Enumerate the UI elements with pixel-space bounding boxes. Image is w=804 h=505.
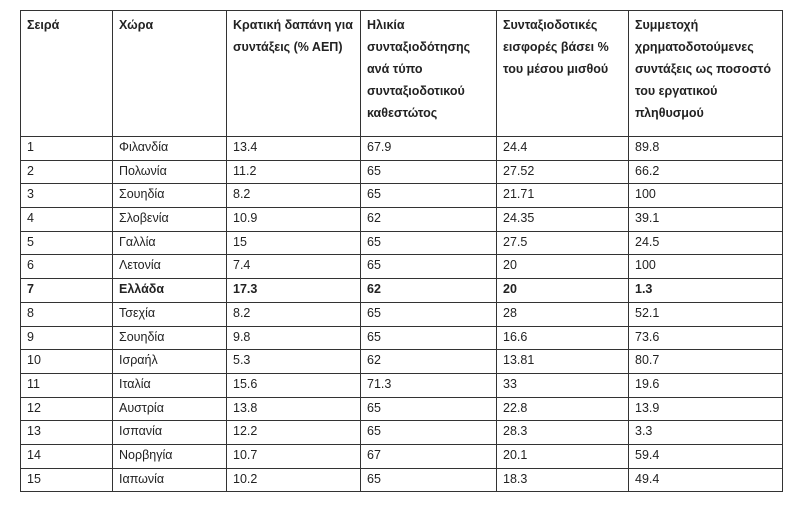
cell-rank: 7 [21, 279, 113, 303]
table-row [21, 302, 783, 326]
cell-rank: 15 [21, 468, 113, 492]
cell-funded-participation: 49.4 [629, 468, 783, 492]
cell-retirement-age: 65 [361, 231, 497, 255]
cell-contributions: 13.81 [497, 350, 629, 374]
cell-pension-spending: 10.7 [227, 444, 361, 468]
table-row [21, 208, 783, 232]
cell-funded-participation: 89.8 [629, 137, 783, 161]
cell-country: Πολωνία [113, 160, 227, 184]
cell-pension-spending: 12.2 [227, 421, 361, 445]
cell-rank: 9 [21, 326, 113, 350]
cell-funded-participation: 100 [629, 255, 783, 279]
cell-rank: 4 [21, 208, 113, 232]
header-retirement-age: Ηλικία συνταξιοδότησης ανά τύπο συνταξιοδοτικού καθεστώτος [361, 11, 497, 137]
cell-contributions: 33 [497, 373, 629, 397]
cell-rank: 14 [21, 444, 113, 468]
cell-contributions: 22.8 [497, 397, 629, 421]
cell-funded-participation: 59.4 [629, 444, 783, 468]
cell-pension-spending: 17.3 [227, 279, 361, 303]
cell-pension-spending: 15 [227, 231, 361, 255]
cell-pension-spending: 13.4 [227, 137, 361, 161]
cell-retirement-age: 65 [361, 160, 497, 184]
cell-contributions: 21.71 [497, 184, 629, 208]
table-row [21, 184, 783, 208]
cell-contributions: 24.35 [497, 208, 629, 232]
cell-retirement-age: 62 [361, 279, 497, 303]
cell-pension-spending: 15.6 [227, 373, 361, 397]
cell-funded-participation: 39.1 [629, 208, 783, 232]
table-row [21, 468, 783, 492]
cell-country: Φιλανδία [113, 137, 227, 161]
table-row [21, 137, 783, 161]
cell-funded-participation: 52.1 [629, 302, 783, 326]
cell-pension-spending: 7.4 [227, 255, 361, 279]
cell-retirement-age: 65 [361, 326, 497, 350]
header-rank: Σειρά [21, 11, 113, 137]
cell-funded-participation: 80.7 [629, 350, 783, 374]
cell-funded-participation: 13.9 [629, 397, 783, 421]
cell-rank: 13 [21, 421, 113, 445]
cell-contributions: 27.52 [497, 160, 629, 184]
cell-country: Ιαπωνία [113, 468, 227, 492]
cell-retirement-age: 67 [361, 444, 497, 468]
cell-contributions: 27.5 [497, 231, 629, 255]
cell-funded-participation: 3.3 [629, 421, 783, 445]
cell-retirement-age: 67.9 [361, 137, 497, 161]
header-funded-participation: Συμμετοχή χρηματοδοτούμενες συντάξεις ως ποσοστό του εργατικού πληθυσμού [629, 11, 783, 137]
cell-retirement-age: 62 [361, 208, 497, 232]
cell-contributions: 28 [497, 302, 629, 326]
table-row [21, 397, 783, 421]
cell-funded-participation: 1.3 [629, 279, 783, 303]
cell-rank: 5 [21, 231, 113, 255]
cell-country: Σλοβενία [113, 208, 227, 232]
cell-country: Ιταλία [113, 373, 227, 397]
cell-contributions: 24.4 [497, 137, 629, 161]
cell-pension-spending: 10.2 [227, 468, 361, 492]
cell-funded-participation: 24.5 [629, 231, 783, 255]
table-row [21, 231, 783, 255]
table-row [21, 444, 783, 468]
cell-pension-spending: 9.8 [227, 326, 361, 350]
cell-funded-participation: 66.2 [629, 160, 783, 184]
cell-country: Αυστρία [113, 397, 227, 421]
cell-pension-spending: 11.2 [227, 160, 361, 184]
table-row [21, 160, 783, 184]
cell-rank: 6 [21, 255, 113, 279]
cell-rank: 12 [21, 397, 113, 421]
cell-retirement-age: 65 [361, 255, 497, 279]
cell-funded-participation: 19.6 [629, 373, 783, 397]
cell-pension-spending: 10.9 [227, 208, 361, 232]
cell-rank: 11 [21, 373, 113, 397]
table-body [21, 137, 783, 492]
cell-country: Σουηδία [113, 326, 227, 350]
cell-funded-participation: 100 [629, 184, 783, 208]
cell-country: Τσεχία [113, 302, 227, 326]
cell-country: Γαλλία [113, 231, 227, 255]
cell-contributions: 18.3 [497, 468, 629, 492]
cell-country: Ισπανία [113, 421, 227, 445]
cell-rank: 10 [21, 350, 113, 374]
cell-retirement-age: 65 [361, 397, 497, 421]
cell-retirement-age: 65 [361, 421, 497, 445]
table-row [21, 350, 783, 374]
cell-rank: 8 [21, 302, 113, 326]
header-contributions: Συνταξιοδοτικές εισφορές βάσει % του μέσου μισθού [497, 11, 629, 137]
cell-retirement-age: 65 [361, 468, 497, 492]
table-row [21, 373, 783, 397]
cell-rank: 3 [21, 184, 113, 208]
cell-country: Λετονία [113, 255, 227, 279]
cell-contributions: 16.6 [497, 326, 629, 350]
cell-pension-spending: 8.2 [227, 302, 361, 326]
cell-contributions: 20 [497, 255, 629, 279]
cell-contributions: 20.1 [497, 444, 629, 468]
cell-retirement-age: 65 [361, 302, 497, 326]
cell-retirement-age: 62 [361, 350, 497, 374]
cell-pension-spending: 8.2 [227, 184, 361, 208]
cell-funded-participation: 73.6 [629, 326, 783, 350]
pension-comparison-table [20, 10, 783, 492]
table-row [21, 326, 783, 350]
cell-retirement-age: 65 [361, 184, 497, 208]
cell-contributions: 20 [497, 279, 629, 303]
cell-contributions: 28.3 [497, 421, 629, 445]
cell-country: Νορβηγία [113, 444, 227, 468]
pension-table-container [20, 10, 783, 492]
cell-pension-spending: 5.3 [227, 350, 361, 374]
cell-country: Ισραήλ [113, 350, 227, 374]
cell-rank: 1 [21, 137, 113, 161]
cell-rank: 2 [21, 160, 113, 184]
table-row [21, 255, 783, 279]
cell-pension-spending: 13.8 [227, 397, 361, 421]
cell-country: Ελλάδα [113, 279, 227, 303]
table-row [21, 421, 783, 445]
cell-retirement-age: 71.3 [361, 373, 497, 397]
header-country: Χώρα [113, 11, 227, 137]
table-row [21, 279, 783, 303]
cell-country: Σουηδία [113, 184, 227, 208]
header-pension-spending: Κρατική δαπάνη για συντάξεις (% ΑΕΠ) [227, 11, 361, 137]
table-header-row [21, 11, 783, 137]
